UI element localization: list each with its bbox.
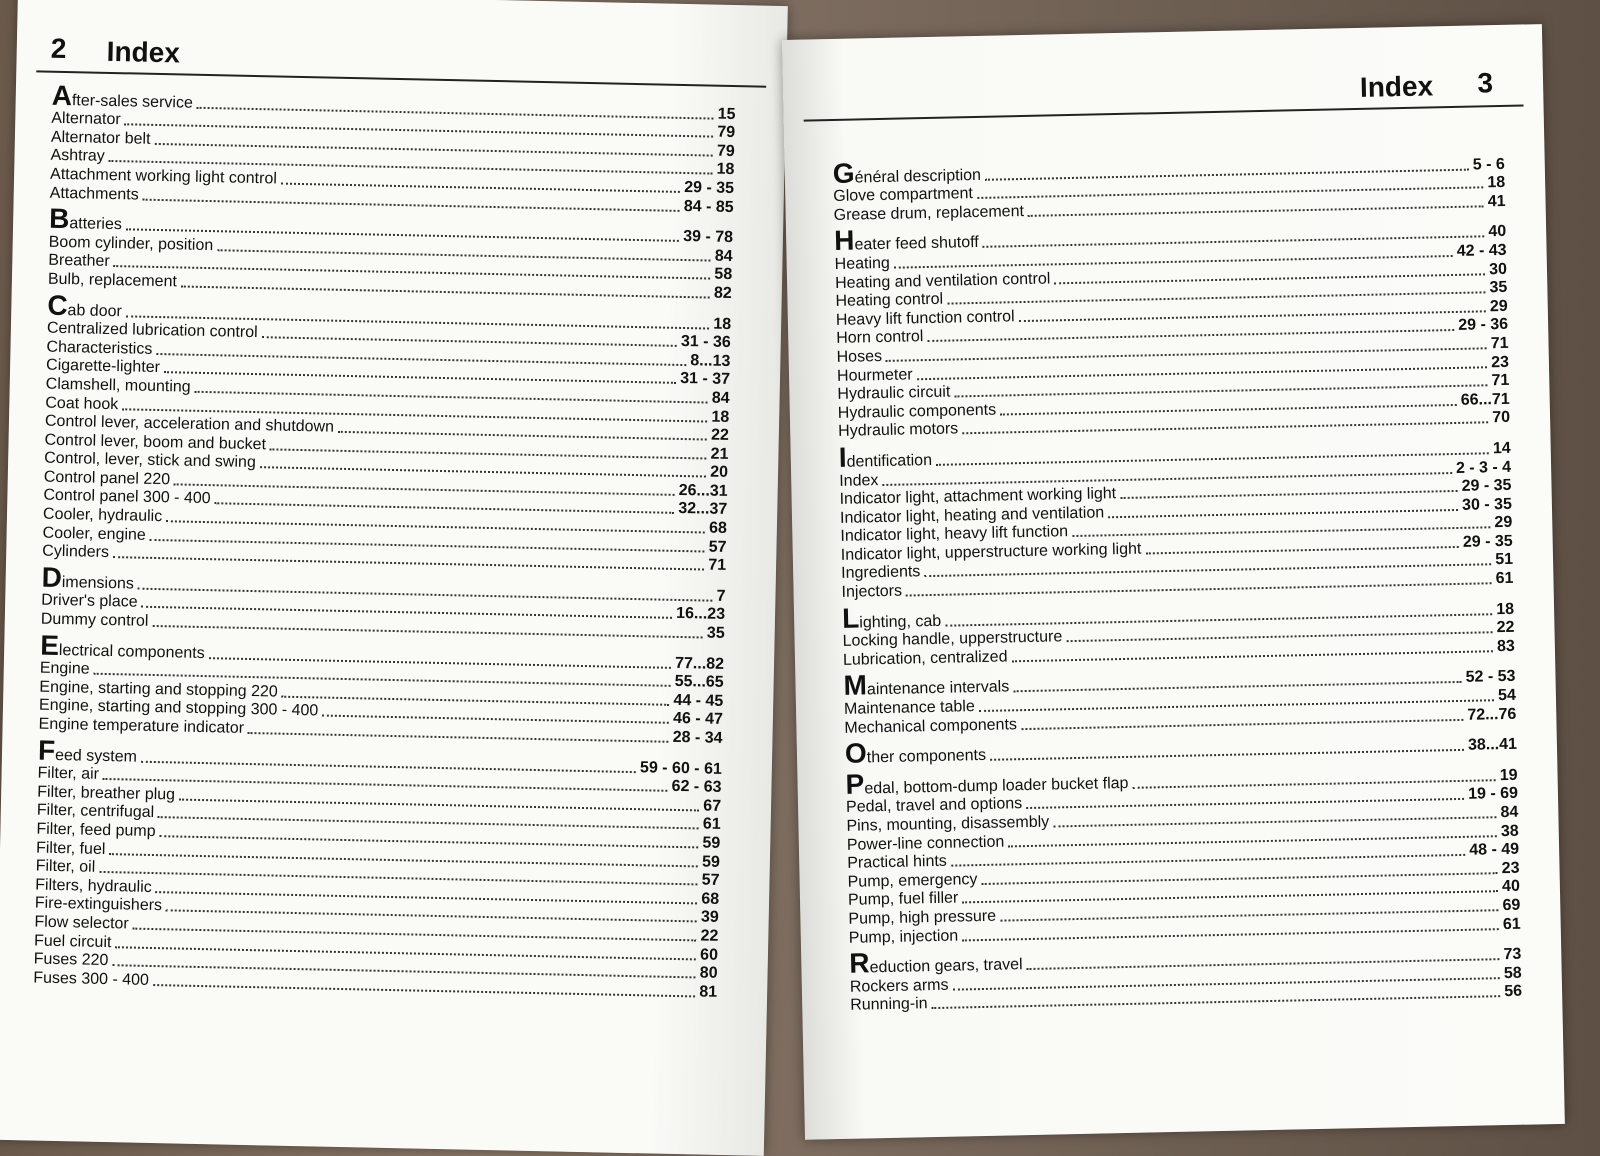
entry-label: Heavy lift function control [835,307,1015,329]
entry-label: Filters, hydraulic [35,876,152,896]
entry-label: Hoses [836,347,883,366]
entry-pages: 38 [1500,822,1519,840]
entry-label: Running-in [850,995,928,1015]
entry-pages: 54 [1497,686,1517,705]
entry-label: Fuses 220 [33,950,109,970]
entry-pages: 31 - 36 [680,333,731,352]
entry-pages: 40 [1501,878,1521,896]
entry-pages: 66...71 [1460,390,1510,409]
entry-pages: 41 [1487,192,1506,211]
entry-label: Indicator light, heavy lift function [840,523,1069,546]
entry-label: Engine, starting and stopping 220 [39,678,278,701]
entry-pages: 21 [710,445,729,463]
entry-label: Hydraulic components [837,401,997,422]
entry-pages: 71 [1490,334,1509,353]
entry-label: Rockers arms [849,976,949,996]
entry-pages: 16...23 [675,605,726,624]
entry-pages: 7 [716,587,726,605]
leader-dots [990,749,1464,761]
entry-pages: 39 - 78 [682,228,734,247]
entry-label: Centralized lubrication control [46,319,258,342]
entry-pages: 57 [701,871,720,890]
index-letter-group [843,668,1516,738]
entry-label: Filter, feed pump [36,820,156,841]
entry-pages: 18 [1496,600,1515,618]
entry-label: Reduction gears, travel [849,947,1023,979]
entry-pages: 58 [714,265,733,284]
entry-label: Lighting, cab [841,602,942,634]
entry-label: Power-line connection [846,833,1005,854]
entry-pages: 59 [701,853,721,871]
entry-pages: 29 - 35 [1462,532,1513,551]
entry-pages: 67 [703,797,722,815]
entry-label: Engine temperature indicator [38,715,245,737]
entry-pages: 29 - 35 [684,178,735,198]
entry-pages: 72...76 [1467,705,1517,724]
entry-label: Driver's place [41,592,138,612]
entry-pages: 77...82 [674,654,725,673]
entry-label: Pump, high pressure [848,907,997,928]
index-letter-group [849,945,1522,1015]
entry-pages: 70 [1492,409,1511,427]
entry-label: Practical hints [847,852,948,872]
entry-label: Pump, emergency [847,870,978,891]
right-page [782,24,1565,1140]
entry-pages: 32...37 [678,500,728,519]
entry-label: Ingredients [841,563,921,583]
entry-label: Heating control [835,290,944,311]
entry-label: Lubrication, centralized [842,648,1008,669]
page-title: Index [106,35,181,69]
entry-pages: 28 - 34 [672,728,723,747]
entry-pages: 42 - 43 [1456,241,1507,260]
index-letter-group [845,735,1517,768]
entry-label: Cigarette-lighter [45,356,161,377]
entry-pages: 18 [1487,174,1506,192]
entry-label: Coat hook [45,394,119,413]
entry-pages: 2 - 3 - 4 [1455,458,1512,477]
entry-label: Pedal, travel and options [845,795,1023,817]
page-title: Index [1359,70,1434,103]
entry-label: Alternator belt [50,128,151,148]
index-letter-group [842,600,1515,670]
entry-label: Characteristics [46,338,153,358]
entry-label: Cylinders [42,542,110,562]
entry-pages: 68 [708,519,728,538]
entry-label: Attachment working light control [49,165,278,188]
entry-pages: 46 - 47 [672,710,724,729]
entry-pages: 56 [1504,983,1523,1001]
entry-pages: 58 [1503,964,1522,982]
entry-label: Hourmeter [836,365,913,385]
entry-label: Control panel 220 [43,468,171,489]
entry-pages: 83 [1496,637,1516,655]
leader-dots [906,582,1492,596]
entry-label: Feed system [37,734,138,766]
entry-pages: 23 [1501,859,1520,877]
entry-label: Flow selector [34,913,129,933]
entry-pages: 20 [710,463,729,482]
entry-pages: 61 [1495,569,1514,588]
entry-label: Indicator light, attachment working light [839,485,1117,508]
entry-label: Breather [48,252,110,271]
entry-pages: 18 [716,161,735,179]
entry-label: Filter, breather plug [37,783,176,804]
entry-pages: 84 - 85 [683,197,734,216]
entry-pages: 69 [1502,896,1521,915]
leader-dots [181,285,710,298]
entry-pages: 35 [706,624,725,642]
entry-pages: 71 [708,556,727,575]
entry-label: Engine [39,659,90,678]
entry-pages: 26...31 [678,481,728,500]
leader-dots [153,984,696,997]
entry-pages: 22 [710,426,730,445]
entry-label: Général description [832,157,982,189]
entry-pages: 18 [713,315,732,333]
entry-label: Indicator light, upperstructure working light [840,540,1142,564]
entry-label: Filter, air [37,764,100,784]
entry-pages: 31 - 37 [680,370,731,389]
page-number: 2 [50,32,67,65]
entry-pages: 14 [1492,439,1511,458]
leader-dots [1028,205,1484,217]
leader-dots [962,928,1499,941]
entry-label: Batteries [48,202,122,235]
entry-label: Heater feed shutoff [833,224,979,257]
entry-pages: 30 [1488,260,1508,278]
entry-label: Filter, oil [35,857,96,876]
entry-pages: 5 - 6 [1472,155,1505,174]
entry-label: Index [839,471,879,490]
entry-pages: 84 [1500,803,1519,822]
entry-pages: 57 [708,538,727,556]
index-letter-group [49,79,736,217]
index-letter-group [846,766,1521,947]
entry-label: Pump, injection [848,927,959,947]
entry-pages: 29 [1489,297,1508,315]
entry-pages: 51 [1495,551,1514,569]
entry-label: Cab door [47,289,122,321]
entry-pages: 19 [1499,766,1518,784]
entry-pages: 19 - 69 [1467,785,1519,804]
index-list [33,79,736,1014]
entry-label: Attachments [49,184,139,204]
index-letter-group [834,223,1510,442]
index-letter-group [833,155,1506,225]
entry-pages: 40 [1488,223,1507,241]
entry-pages: 80 [699,964,718,982]
entry-pages: 52 - 53 [1465,668,1516,687]
entry-label: Clamshell, mounting [45,375,191,396]
entry-label: Filter, centrifugal [36,801,155,822]
leader-dots [152,625,703,639]
index-list [833,155,1523,1027]
entry-label: Grease drum, replacement [833,202,1025,224]
entry-label: Boom cylinder, position [48,233,214,254]
entry-label: Ashtray [50,147,105,166]
entry-pages: 71 [1491,371,1510,390]
entry-label: Horn control [836,328,924,348]
entry-label: Hydraulic motors [838,420,959,441]
entry-label: Heating [834,254,891,273]
entry-pages: 84 [711,389,730,407]
entry-label: Control, lever, stick and swing [44,449,256,472]
index-letter-group [839,439,1514,602]
entry-label: Other components [844,737,987,770]
leader-dots [932,996,1501,1010]
entry-pages: 73 [1503,945,1522,964]
entry-pages: 29 - 36 [1458,316,1509,335]
entry-pages: 39 [700,908,719,927]
entry-pages: 61 [1502,915,1521,933]
leader-dots [248,732,669,743]
entry-pages: 59 [702,834,721,852]
entry-label: Mechanical components [844,715,1018,737]
leader-dots [113,556,704,570]
entry-label: Glove compartment [833,185,974,206]
entry-pages: 18 [711,408,730,426]
leader-dots [143,198,680,211]
entry-pages: 59 - 60 - 61 [639,758,723,778]
entry-label: Fire-extinguishers [34,894,163,915]
page-header [36,30,767,87]
entry-label: Dimensions [41,561,135,593]
entry-label: Cooler, engine [42,524,146,544]
entry-pages: 79 [717,123,736,142]
entry-label: Control panel 300 - 400 [43,487,211,508]
entry-label: Filter, fuel [35,839,106,858]
entry-label: Hydraulic circuit [837,383,951,404]
entry-label: Alternator [51,109,121,129]
entry-label: Locking handle, upperstructure [842,628,1063,651]
entry-label: Control lever, boom and bucket [44,431,267,453]
entry-label: Maintenance table [843,698,975,718]
entry-pages: 35 [1489,279,1508,297]
entry-pages: 61 [702,815,721,834]
entry-pages: 55...65 [674,673,724,692]
entry-pages: 68 [701,890,720,908]
entry-label: Cooler, hydraulic [42,505,163,526]
entry-label: After-sales service [51,79,194,112]
entry-pages: 15 [717,105,736,123]
entry-pages: 48 - 49 [1469,840,1520,859]
entry-label: Control lever, acceleration and shutdown [44,412,335,436]
entry-pages: 84 [714,247,733,265]
entry-pages: 22 [1496,619,1515,637]
entry-label: Engine, starting and stopping 300 - 400 [38,697,319,720]
entry-pages: 82 [713,284,732,302]
entry-label: Electrical components [39,629,205,662]
entry-pages: 62 - 63 [671,778,722,797]
leader-dots [1021,719,1463,730]
leader-dots [1012,650,1494,662]
entry-pages: 38...41 [1467,735,1518,755]
entry-pages: 44 - 45 [673,691,724,710]
left-page [0,0,788,1156]
entry-pages: 29 [1494,514,1513,532]
entry-label: Pedal, bottom-dump loader bucket flap [845,768,1129,800]
entry-label: Pump, fuel filler [847,889,959,910]
entry-label: Injectors [841,582,903,601]
entry-label: Fuel circuit [33,932,112,951]
entry-pages: 81 [699,983,718,1001]
entry-label: Bulb, replacement [47,270,178,291]
entry-pages: 29 - 35 [1461,476,1512,495]
index-entry [845,735,1517,768]
entry-label: Pins, mounting, disassembly [846,813,1050,835]
leader-dots [962,422,1488,435]
page-number: 3 [1477,67,1494,99]
entry-label: Maintenance intervals [843,669,1010,702]
entry-pages: 30 - 35 [1461,495,1513,514]
entry-label: Fuses 300 - 400 [33,969,150,989]
entry-pages: 79 [716,142,735,160]
entry-label: Identification [838,441,933,473]
entry-pages: 60 [699,946,719,964]
entry-label: Heating and ventilation control [834,269,1051,292]
entry-pages: 22 [700,927,719,945]
entry-pages: 8...13 [690,351,731,370]
entry-label: Dummy control [40,610,149,630]
page-header [803,64,1524,121]
entry-label: Indicator light, heating and ventilation [839,504,1105,527]
entry-pages: 23 [1490,353,1510,371]
